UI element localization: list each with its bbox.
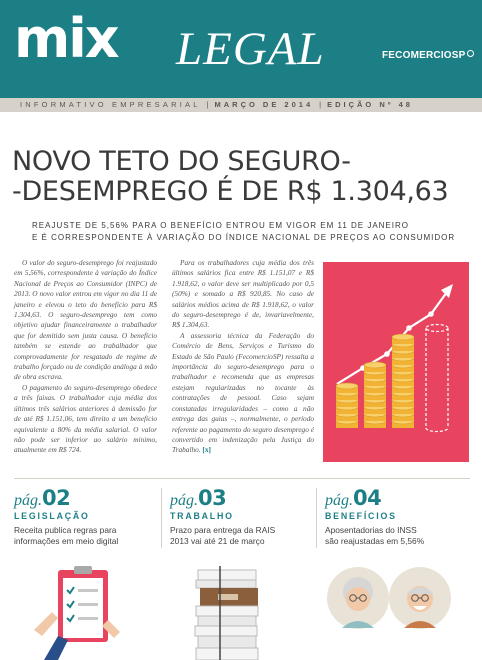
- page-prefix: pág.: [14, 492, 42, 509]
- section-desc-line-1: Prazo para entrega da RAIS: [170, 525, 276, 535]
- section-beneficios[interactable]: [325, 486, 475, 547]
- paragraph: O valor do seguro-desemprego foi reajustado em 5,56%, correspondente à variação do Índice Nacional de Preços ao Consumidor (INPC) de 2013. O novo valor entrou em vigor no dia 11 de janeiro e elevou o teto do benefício para R$ 1.304,63. O seguro-desemprego tem como objetivo ajudar financeiramente o trabalhador que for demitido sem justa causa. O benefício também se estende ao trabalhador que comprovadamente for resgatado de regime de trabalho forçado ou de condição análoga à mão de obra escrava.: [14, 258, 157, 382]
- divider: [161, 488, 162, 548]
- divider: [14, 478, 470, 479]
- issue-date: MARÇO DE 2014: [214, 100, 314, 109]
- subhead-line-2: E É CORRESPONDENTE À VARIAÇÃO DO ÍNDICE NACIONAL DE PREÇOS AO CONSUMIDOR: [32, 233, 456, 242]
- article-column-2: [172, 258, 314, 456]
- section-category: LEGISLAÇÃO: [14, 511, 90, 521]
- page-prefix: pág.: [170, 492, 198, 509]
- masthead: [0, 0, 482, 98]
- elderly-couple-icon: [326, 566, 476, 660]
- page-number: 03: [198, 486, 227, 510]
- info-bar: INFORMATIVO EMPRESARIAL | MARÇO DE 2014 | EDIÇÃO Nº 48: [0, 98, 482, 112]
- logo-mix: mix: [14, 7, 118, 70]
- document-stack-icon: [192, 566, 272, 660]
- clipboard-checklist-icon: [24, 560, 134, 660]
- section-desc-line-2: 2013 vai até 21 de março: [170, 536, 265, 546]
- paragraph-text: A assessoria técnica da Federação do Comércio de Bens, Serviços e Turismo do Estado de São Paulo (FecomercioSP) ressalta a importância do seguro-desemprego para o trabalhador e recomenda que as empresas estejam regularizadas no tocante às contratações de pessoal. Caso sejam constatadas irregularidades – como a não entrega das guias –, normalmente, o período referente ao pagamento do seguro desemprego é convertido em indenização pela Justiça do Trabalho.: [172, 330, 314, 455]
- publisher-name: FECOMERCIOSP: [382, 50, 466, 61]
- section-desc-line-1: Receita publica regras para: [14, 525, 117, 535]
- edition-number: EDIÇÃO Nº 48: [327, 100, 413, 109]
- coin-stacks-growth-chart-icon: [323, 262, 469, 462]
- paragraph: [172, 331, 314, 456]
- section-desc-line-1: Aposentadorias do INSS: [325, 525, 417, 535]
- coin-top: [336, 383, 358, 389]
- section-category: BENEFÍCIOS: [325, 511, 397, 521]
- divider: [316, 488, 317, 548]
- page-number: 02: [42, 486, 71, 510]
- paragraph: O pagamento do seguro-desemprego obedece a três faixas. O trabalhador cuja média dos últimos três salários anteriores à demissão for de até R$ 1.151,06, tem direito a um benefício equivalente a 80% da média salarial. O valor não pode ser inferior ao salário mínimo, atualmente em R$ 724.: [14, 382, 157, 455]
- end-mark: [x]: [202, 445, 211, 455]
- headline-line-2: -DESEMPREGO É DE R$ 1.304,63: [12, 176, 449, 207]
- section-category: TRABALHO: [170, 511, 234, 521]
- headline-line-1: NOVO TETO DO SEGURO-: [12, 146, 351, 177]
- coin-top: [392, 334, 414, 340]
- publication-type: INFORMATIVO EMPRESARIAL: [20, 100, 201, 109]
- paragraph: Para os trabalhadores cuja média dos três últimos salários fica entre R$ 1.151,07 e R$ 1.918,62, o valor deve ser multiplicado por 0,5 (50%) e somado a R$ 920,85. No caso de salários médios acima de R$ 1.918,62, o valor do seguro-desemprego é de, invariavelmente, R$ 1.304,63.: [172, 258, 314, 330]
- logo-legal: LEGAL: [176, 23, 325, 75]
- article-headline: [12, 147, 472, 207]
- article-subhead: [32, 220, 472, 244]
- article-column-1: [14, 258, 157, 456]
- publisher-logo: [382, 50, 474, 61]
- page-prefix: pág.: [325, 492, 353, 509]
- page-number: 04: [353, 486, 382, 510]
- coin-top: [364, 362, 386, 368]
- section-legislacao[interactable]: [14, 486, 154, 547]
- subhead-line-1: REAJUSTE DE 5,56% PARA O BENEFÍCIO ENTROU EM VIGOR EM 11 DE JANEIRO: [32, 221, 409, 230]
- publisher-mark-icon: [467, 50, 474, 57]
- section-desc-line-2: são reajustadas em 5,56%: [325, 536, 425, 546]
- section-desc-line-2: informações em meio digital: [14, 536, 119, 546]
- section-trabalho[interactable]: [170, 486, 310, 547]
